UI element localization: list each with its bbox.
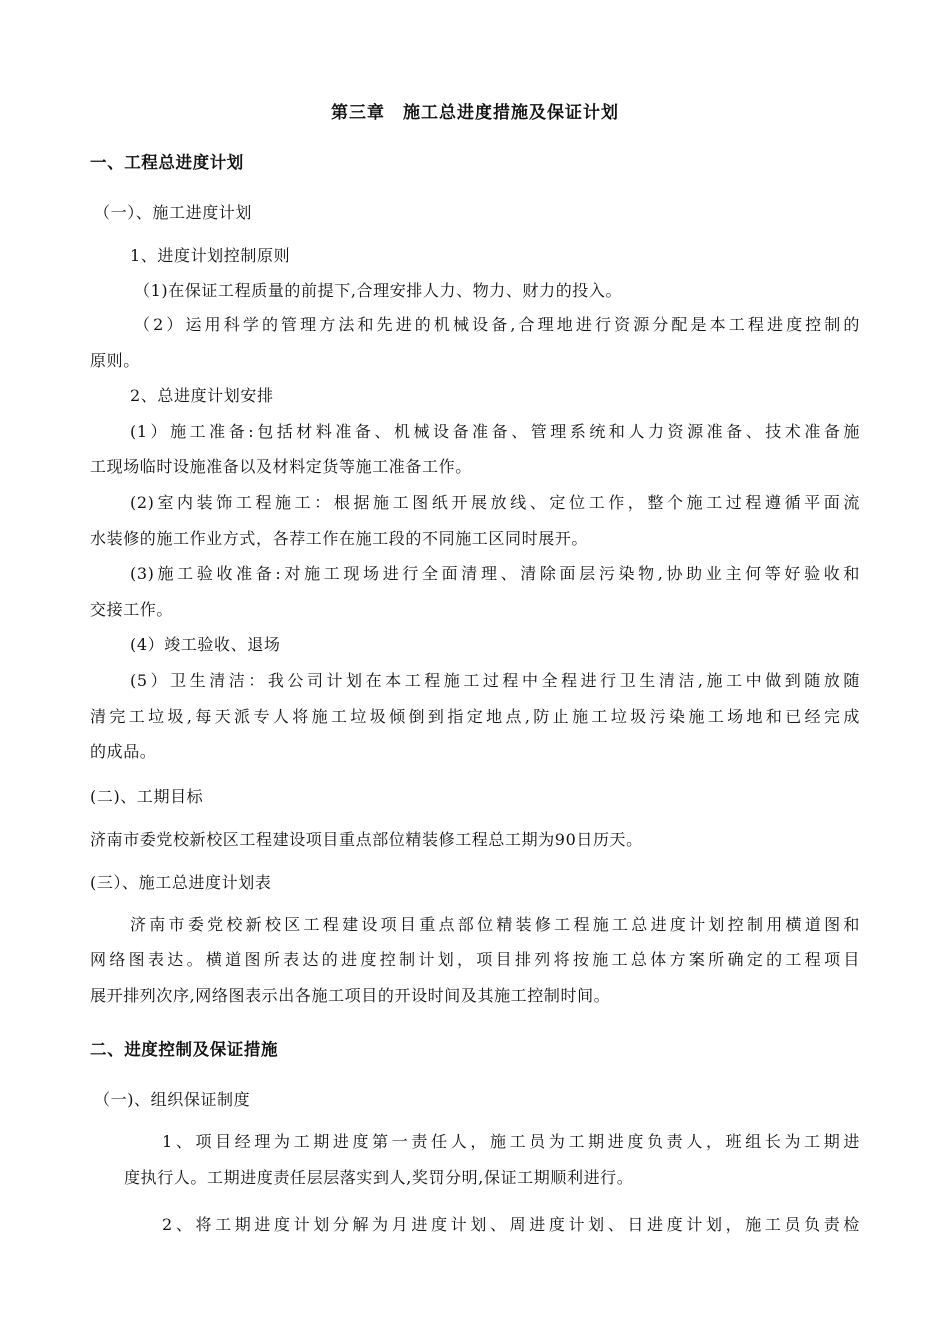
section-heading: 一、工程总进度计划 bbox=[90, 153, 244, 172]
paragraph-line: 2、将工期进度计划分解为月进度计划、周进度计划、日进度计划，施工员负责检 bbox=[162, 1215, 860, 1234]
paragraph-line: 度执行人。工期进度责任层层落实到人,奖罚分明,保证工期顺利进行。 bbox=[124, 1168, 634, 1187]
paragraph-line: 济南市委党校新校区工程建设项目重点部位精装修工程施工总进度计划控制用横道图和 bbox=[130, 915, 860, 934]
paragraph-line: (2)室内装饰工程施工：根据施工图纸开展放线、定位工作，整个施工过程遵循平面流 bbox=[130, 493, 860, 512]
paragraph-line: (5）卫生清洁：我公司计划在本工程施工过程中全程进行卫生清洁,施工中做到随放随 bbox=[130, 671, 860, 690]
paragraph-line: (4）竣工验收、退场 bbox=[130, 635, 281, 654]
paragraph-line: 水装修的施工作业方式，各荐工作在施工段的不同施工区同时展开。 bbox=[90, 529, 589, 548]
paragraph-line: （2）运用科学的管理方法和先进的机械设备,合理地进行资源分配是本工程进度控制的 bbox=[134, 315, 860, 334]
chapter-title: 第三章 施工总进度措施及保证计划 bbox=[331, 103, 619, 123]
paragraph-line: 交接工作。 bbox=[90, 600, 174, 619]
section-heading: 二、进度控制及保证措施 bbox=[90, 1040, 279, 1059]
subsection-heading: (三）、施工总进度计划表 bbox=[90, 873, 272, 892]
paragraph-line: 的成品。 bbox=[90, 742, 157, 761]
paragraph-line: 展开排列次序,网络图表示出各施工项目的开设时间及其施工控制时间。 bbox=[90, 986, 611, 1005]
paragraph-line: 济南市委党校新校区工程建设项目重点部位精装修工程总工期为90日历天。 bbox=[90, 830, 643, 849]
subsection-heading: (二)、工期目标 bbox=[90, 787, 204, 806]
paragraph-line: (3)施工验收准备:对施工现场进行全面清理、清除面层污染物,协助业主何等好验收和 bbox=[130, 564, 860, 583]
paragraph-line: 清完工垃圾,每天派专人将施工垃圾倾倒到指定地点,防止施工垃圾污染施工场地和已经完成 bbox=[90, 707, 860, 726]
subsection-heading: （一）、施工进度计划 bbox=[94, 203, 253, 222]
paragraph-line: （1)在保证工程质量的前提下,合理安排人力、物力、财力的投入。 bbox=[134, 281, 623, 300]
paragraph-line: 原则。 bbox=[90, 351, 140, 370]
paragraph-line: 1、项目经理为工期进度第一责任人，施工员为工期进度负责人，班组长为工期进 bbox=[162, 1132, 860, 1151]
item-heading: 2、总进度计划安排 bbox=[130, 386, 274, 405]
paragraph-line: (1）施工准备:包括材料准备、机械设备准备、管理系统和人力资源准备、技术准备施 bbox=[130, 422, 860, 441]
paragraph-line: 工现场临时设施准备以及材料定货等施工准备工作。 bbox=[90, 457, 472, 476]
paragraph-line: 网络图表达。横道图所表达的进度控制计划，项目排列将按施工总体方案所确定的工程项目 bbox=[90, 950, 860, 969]
item-heading: 1、进度计划控制原则 bbox=[130, 246, 291, 265]
subsection-heading: （一)、组织保证制度 bbox=[94, 1090, 251, 1109]
